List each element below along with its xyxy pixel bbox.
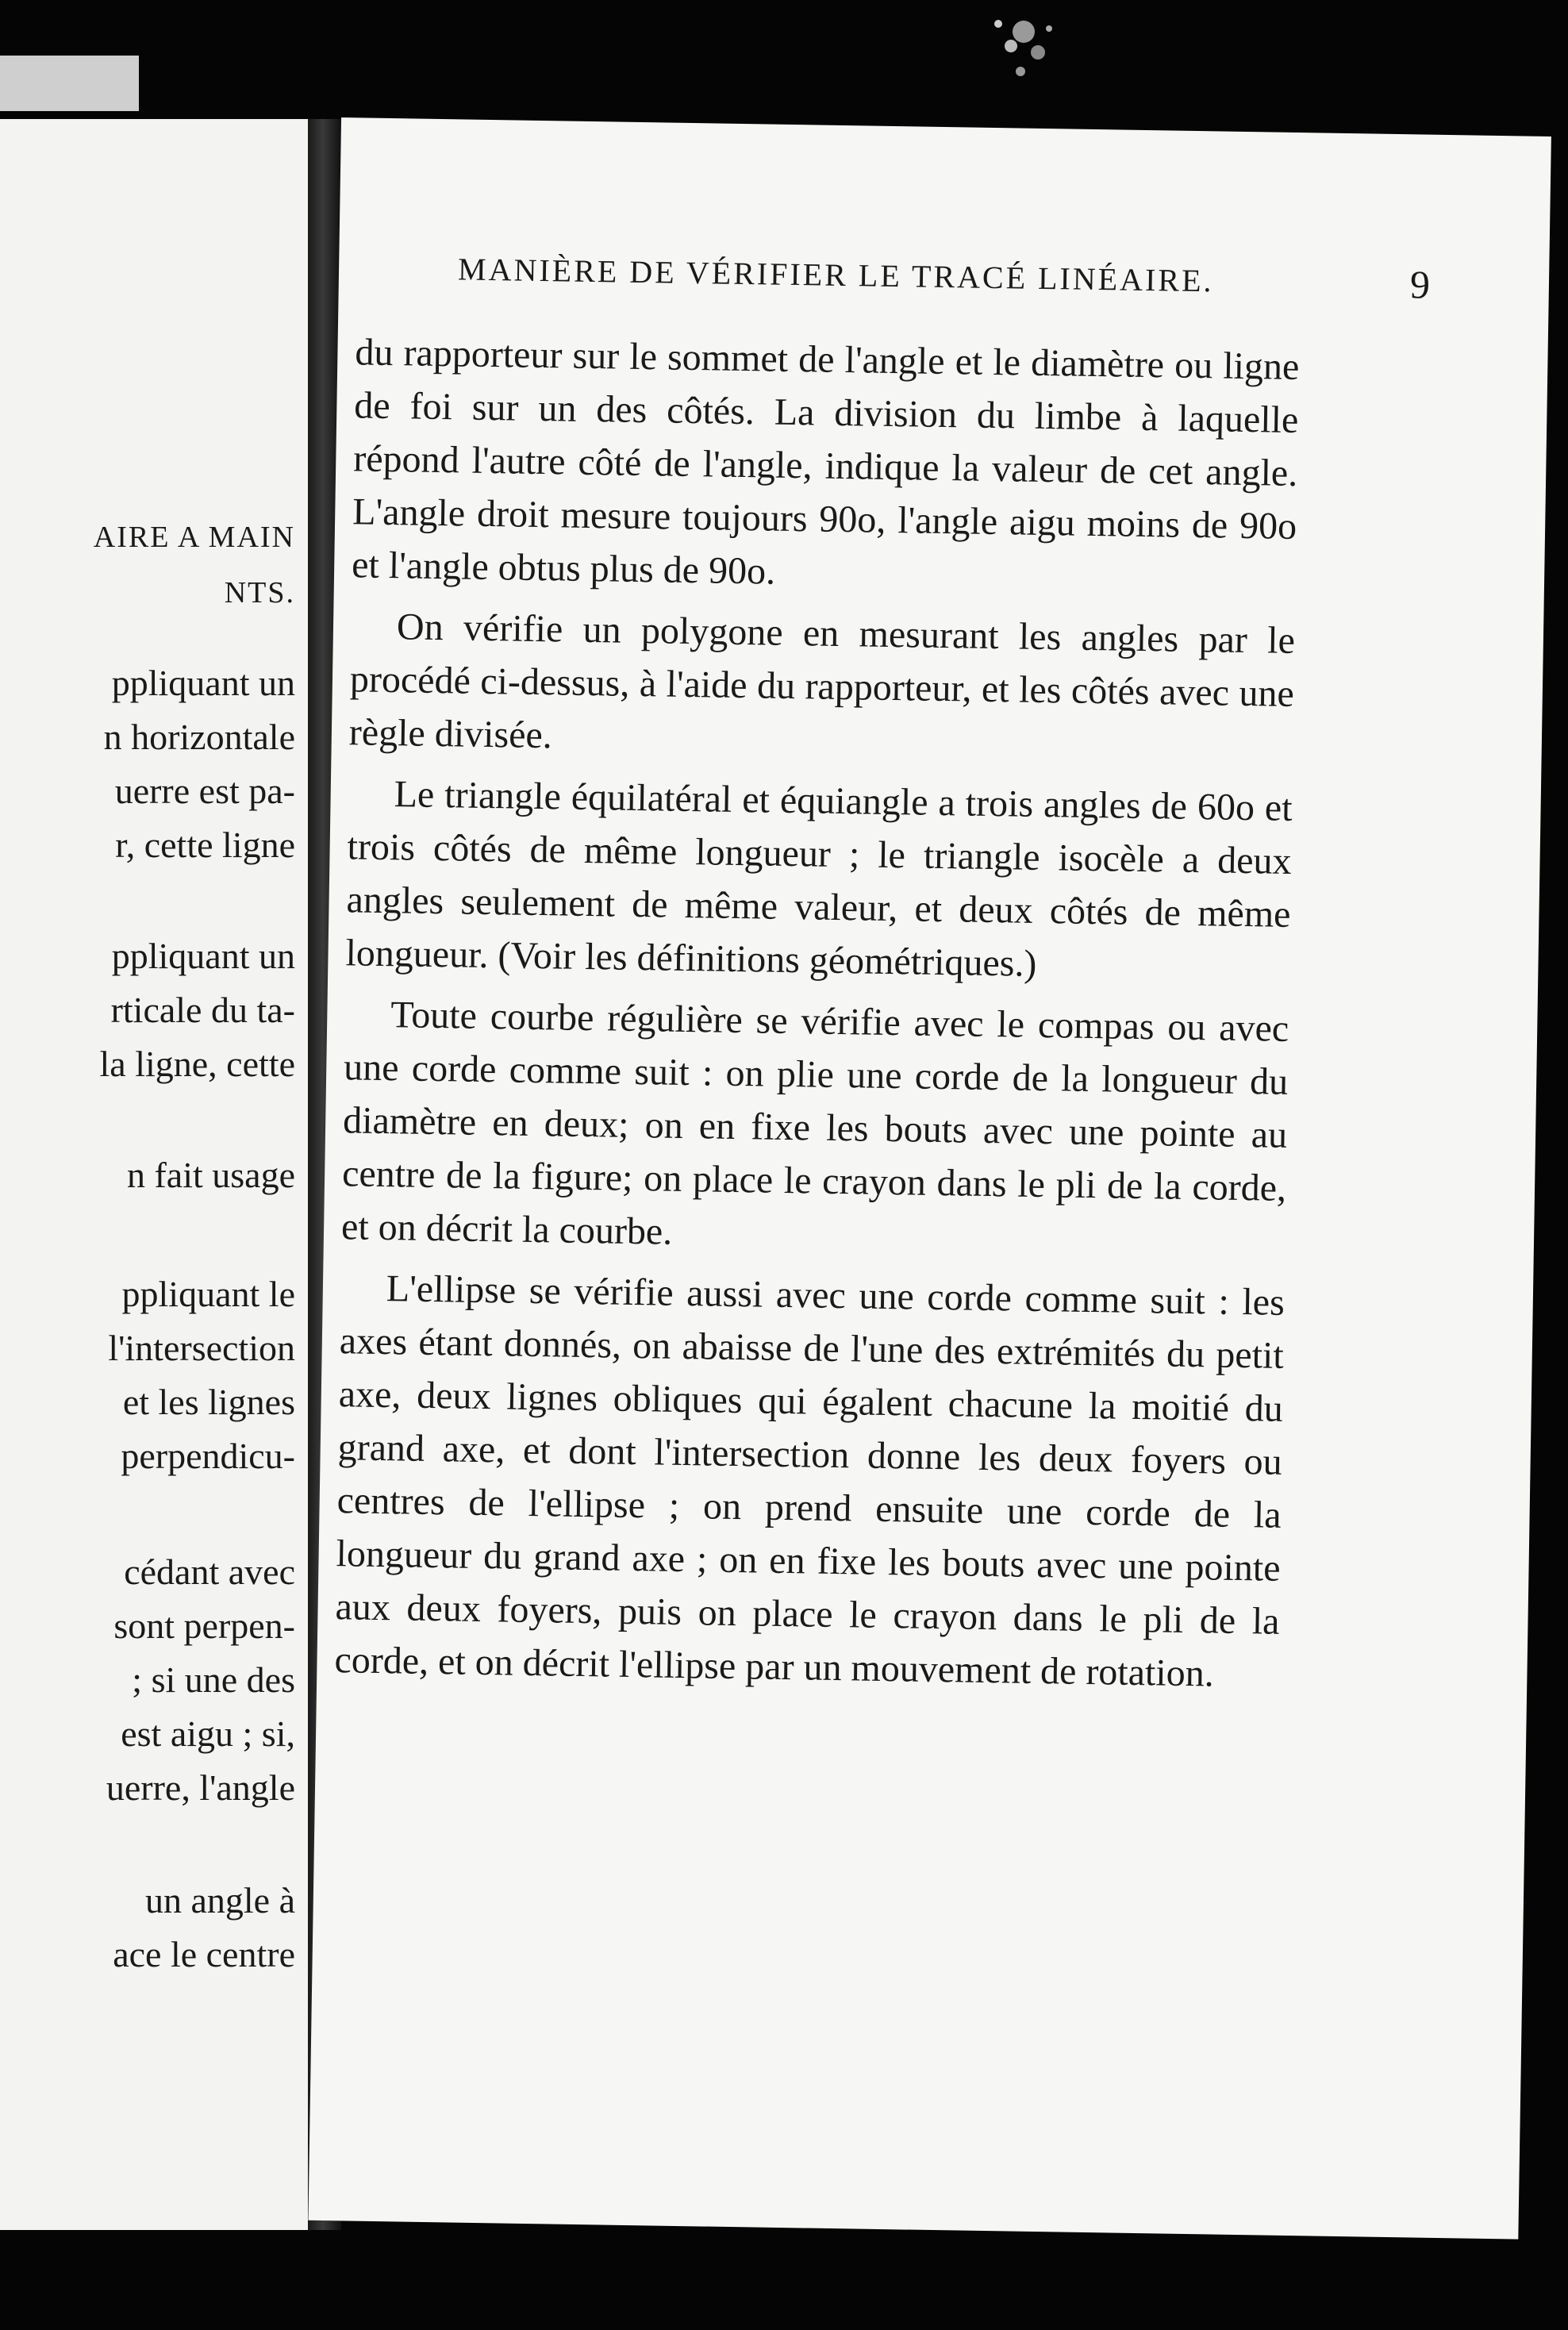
left-text-line: ppliquant le bbox=[121, 1274, 295, 1314]
left-text-line: la ligne, cette bbox=[99, 1044, 295, 1084]
left-text-line: uerre, l'angle bbox=[106, 1767, 295, 1808]
left-text-line: un angle à bbox=[144, 1880, 295, 1921]
left-text-line: n horizontale bbox=[103, 717, 295, 757]
paragraph: du rapporteur sur le sommet de l'angle et le diamètre ou ligne de foi sur un des côtés. La division du limbe à laquelle répond l'autre côté de l'angle, indique la valeur de cet angle. L'angle droit mesure toujours 90o, l'angle aigu moins de 90o et l'angle obtus plus de 90o. bbox=[351, 331, 1300, 593]
page-number: 9 bbox=[1409, 262, 1431, 307]
left-heading-line: AIRE A MAIN bbox=[93, 521, 295, 554]
left-heading-line: NTS. bbox=[224, 576, 295, 609]
paragraph: L'ellipse se vérifie aussi avec une corde comme suit : les axes étant donnés, on abaisse de l'une des extrémités du petit axe, deux lignes obliques qui égalent chacune la moitié du grand axe, et dont l'intersection donne les deux foyers ou centres de l'ellipse ; on prend ensuite une corde de la longueur du grand axe ; on en fixe les bouts avec une pointe aux deux foyers, puis on place le crayon dans le pli de la corde, et on décrit l'ellipse par un mouvement de rotation. bbox=[334, 1267, 1286, 1695]
left-text-line: perpendicu- bbox=[121, 1436, 295, 1476]
body-text bbox=[334, 325, 1300, 1709]
left-text-line: ; si une des bbox=[132, 1659, 295, 1700]
left-text-line: rticale du ta- bbox=[110, 990, 295, 1030]
running-head: MANIÈRE DE VÉRIFIER LE TRACÉ LINÉAIRE. bbox=[457, 251, 1214, 299]
left-text-line: est aigu ; si, bbox=[121, 1713, 295, 1754]
left-text-line: ppliquant un bbox=[111, 663, 295, 703]
left-text-line: uerre est pa- bbox=[114, 771, 295, 811]
left-text-line: ppliquant un bbox=[111, 936, 295, 976]
paragraph: On vérifie un polygone en mesurant les angles par le procédé ci-dessus, à l'aide du rapporteur, et les côtés avec une règle divisée. bbox=[348, 606, 1296, 757]
left-page-edge bbox=[0, 56, 139, 111]
paragraph: Le triangle équilatéral et équiangle a trois angles de 60o et trois côtés de même longueur ; le triangle isocèle a deux angles seulement de même valeur, et deux côtés de même longueur. (Voir les définitions géométriques.) bbox=[345, 773, 1293, 985]
left-text-line: sont perpen- bbox=[113, 1605, 295, 1646]
left-page bbox=[0, 119, 308, 2230]
left-text-line: et les lignes bbox=[122, 1382, 295, 1422]
left-text-line: r, cette ligne bbox=[115, 825, 295, 865]
left-text-line: ace le centre bbox=[113, 1934, 295, 1974]
left-text-line: cédant avec bbox=[124, 1551, 295, 1592]
left-text-line: n fait usage bbox=[126, 1155, 295, 1195]
right-page bbox=[308, 117, 1551, 2240]
paragraph: Toute courbe régulière se vérifie avec le compas ou avec une corde comme suit : on plie une corde de la longueur du diamètre en deux; on en fixe les bouts avec une pointe au centre de la figure; on place le crayon dans le pli de la corde, et on décrit la courbe. bbox=[340, 994, 1289, 1253]
left-text-line: l'intersection bbox=[108, 1328, 295, 1368]
scan-specks bbox=[960, 0, 1079, 111]
